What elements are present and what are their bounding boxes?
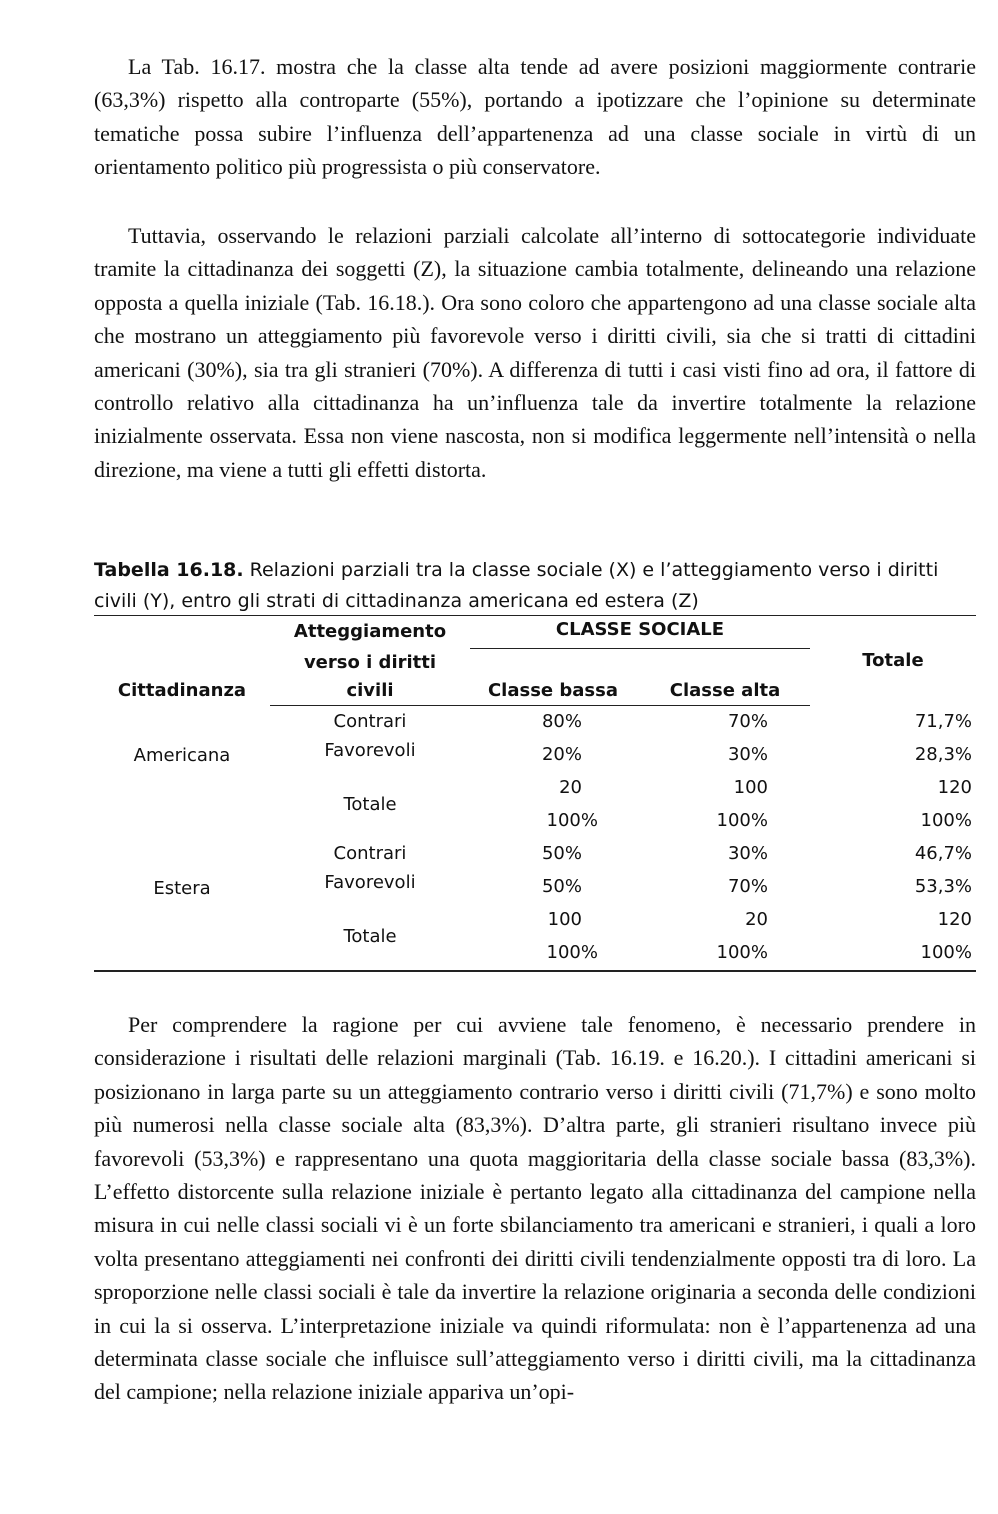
row-label-favorevoli: Favorevoli <box>324 739 416 761</box>
paragraph-2: Tuttavia, osservando le relazioni parziali calcolate all’interno di sottocategorie individuate tramite la cittadinanza dei soggetti (Z), la situazione cambia totalmente, delineando una relazione opposta a quella iniziale (Tab. 16.18.). Ora sono coloro che appartengono ad una classe sociale alta che mostrano un atteggiamento più favorevole verso i diritti civili, sia che si tratti di cittadini americani (30%), sia tra gli stranieri (70%). A differenza di tutti i casi visti fino ad ora, il fattore di controllo relativo alla cittadinanza ha un’influenza tale da invertire totalmente la relazione inizialmente osservata. Essa non viene nascosta, non si modifica leggermente nell’intensità o nella direzione, ma viene a tutti gli effetti distorta. <box>94 223 976 482</box>
table-row <box>94 838 976 871</box>
cell-alta: 70% <box>727 711 768 732</box>
partial-relations-table <box>94 615 976 972</box>
cell-totale: 71,7% <box>914 710 972 732</box>
table-caption <box>94 555 976 617</box>
cell-alta-n: 100 <box>733 777 768 798</box>
cell-alta: 70% <box>727 876 768 897</box>
row-label-totale: Totale <box>343 793 397 815</box>
cell-bassa: 50% <box>541 876 582 897</box>
cell-bassa: 80% <box>541 711 582 732</box>
group-estera: Estera <box>153 877 211 899</box>
cell-totale: 46,7% <box>914 843 972 864</box>
row-label-favorevoli: Favorevoli <box>324 871 416 893</box>
cell-bassa: 50% <box>541 843 582 864</box>
cell-alta-pct: 100% <box>716 810 768 831</box>
header-cittadinanza: Cittadinanza <box>117 680 247 701</box>
table-caption-text: Relazioni parziali tra la classe sociale (X) e l’atteggiamento verso i diritti civili (Y), entro gli strati di cittadinanza americana ed estera (Z) <box>94 559 939 612</box>
header-classe-sociale: CLASSE SOCIALE <box>470 616 810 649</box>
header-atteggiamento-3: civili <box>270 677 470 706</box>
header-classe-bassa: Classe bassa <box>470 677 640 706</box>
cell-bassa-pct: 100% <box>546 942 598 963</box>
cell-bassa-pct: 100% <box>546 810 598 831</box>
cell-totale-pct: 100% <box>920 942 972 963</box>
row-label-contrari: Contrari <box>333 711 407 732</box>
cell-bassa-n: 100 <box>547 909 582 930</box>
cell-totale: 28,3% <box>914 744 972 765</box>
cell-alta: 30% <box>727 843 768 864</box>
cell-totale: 53,3% <box>914 876 972 897</box>
cell-totale-n: 120 <box>937 777 972 798</box>
header-atteggiamento-1: Atteggiamento <box>293 621 447 643</box>
cell-alta-n: 20 <box>745 909 768 930</box>
cell-totale-n: 120 <box>937 909 972 930</box>
table-row <box>94 705 976 739</box>
row-label-totale: Totale <box>343 925 397 947</box>
cell-alta-pct: 100% <box>716 942 768 963</box>
header-totale: Totale <box>862 649 924 671</box>
cell-bassa: 20% <box>541 744 582 765</box>
header-atteggiamento-2: verso i diritti <box>303 651 437 673</box>
cell-bassa-n: 20 <box>559 777 582 798</box>
paragraph-3: Per comprendere la ragione per cui avviene tale fenomeno, è necessario prendere in considerazione i risultati delle relazioni marginali (Tab. 16.19. e 16.20.). I cittadini americani si posizionano in larga parte su un atteggiamento contrario verso i diritti civili (71,7%) e sono molto più numerosi nella classe sociale alta (83,3%). D’altra parte, gli stranieri risultano invece più favorevoli (53,3%) e rappresentano una quota maggioritaria della classe sociale bassa (83,3%). L’effetto distorcente sulla relazione iniziale è pertanto legato alla cittadinanza del campione nella misura in cui nelle classi sociali vi è un forte sbilanciamento tra americani e stranieri, i quali a loro volta presentano atteggiamenti nei confronti dei diritti civili tendenzialmente opposti tra di loro. La sproporzione nelle classi sociali è tale da invertire la relazione originaria a seconda delle condizioni in cui la si osserva. L’interpretazione iniziale va quindi riformulata: non è l’appartenenza ad una determinata classe sociale che influisce sull’atteggiamento verso i diritti civili, ma la cittadinanza del campione; nella relazione iniziale appariva un’opi- <box>94 1012 976 1405</box>
group-americana: Americana <box>133 745 231 767</box>
cell-alta: 30% <box>727 744 768 765</box>
header-classe-alta: Classe alta <box>640 677 810 706</box>
row-label-contrari: Contrari <box>333 843 407 864</box>
paragraph-1: La Tab. 16.17. mostra che la classe alta tende ad avere posizioni maggiormente contrarie (63,3%) rispetto alla controparte (55%), portando a ipotizzare che l’opinione su determinate tematiche possa subire l’influenza dell’appartenenza ad una classe sociale in virtù di un orientamento politico più progressista o più conservatore. <box>94 54 976 180</box>
table-caption-label: Tabella 16.18. <box>94 559 244 581</box>
cell-totale-pct: 100% <box>920 810 972 831</box>
